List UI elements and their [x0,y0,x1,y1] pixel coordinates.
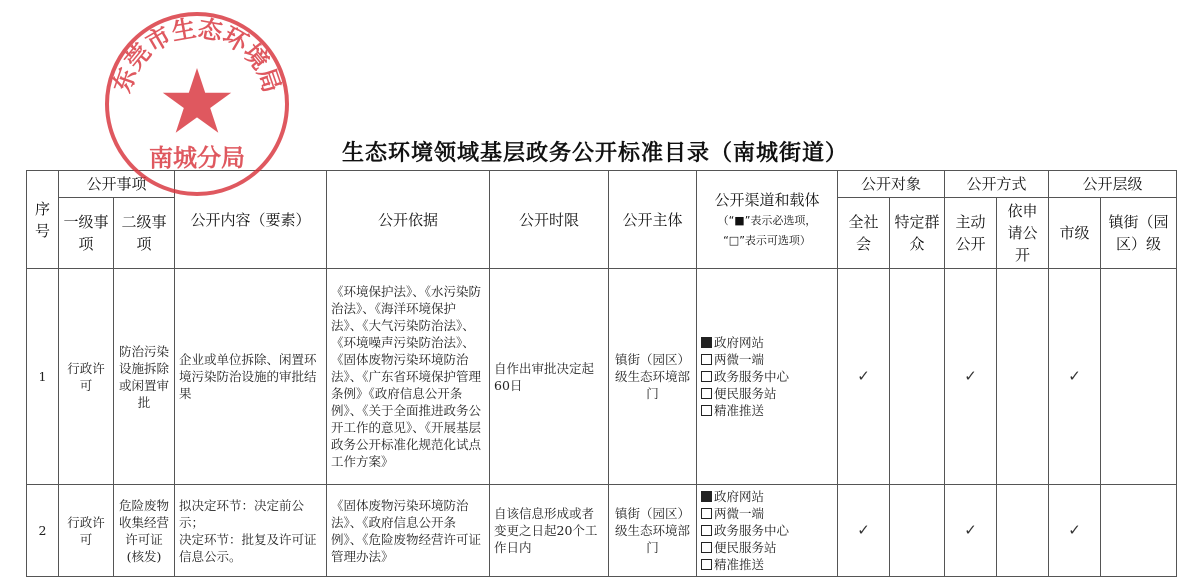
optional-square-icon [701,388,712,399]
optional-square-icon [701,371,712,382]
channel-label: 政府网站 [714,335,765,350]
disclosure-catalog-table [26,170,1177,577]
document-title: 生态环境领域基层政务公开标准目录（南城街道） [341,141,848,166]
optional-square-icon [701,508,712,519]
header-target-all: 全社会 [838,198,890,269]
channel-list [701,488,833,573]
header-channel-legend-optional: “□”表示可选项） [723,233,811,247]
header-level1: 一级事项 [59,198,114,269]
header-channel-title: 公开渠道和载体 [714,190,820,209]
header-basis: 公开依据 [327,171,490,269]
header-channel-legend-required: （“■”表示必选项， [717,213,817,227]
channel-label: 便民服务站 [714,540,777,555]
cell-time-limit: 自作出审批决定起60日 [490,269,609,485]
cell-level1: 行政许可 [59,485,114,577]
required-square-icon [701,491,712,502]
cell-method-active: ✓ [945,269,997,485]
cell-seq: 2 [27,485,59,577]
cell-method-apply [997,485,1049,577]
header-target-specific: 特定群众 [890,198,945,269]
header-method-group: 公开方式 [945,171,1049,198]
cell-level2: 防治污染设施拆除或闲置审批 [114,269,175,485]
cell-level2: 危险废物收集经营许可证(核发) [114,485,175,577]
header-level2: 二级事项 [114,198,175,269]
channel-item [701,351,833,368]
optional-square-icon [701,405,712,416]
channel-item [701,488,833,505]
seal-star-icon [163,68,231,133]
cell-method-apply [997,269,1049,485]
cell-time-limit: 自该信息形成或者变更之日起20个工作日内 [490,485,609,577]
cell-level-city: ✓ [1049,485,1101,577]
header-subject: 公开主体 [609,171,697,269]
cell-seq: 1 [27,269,59,485]
channel-label: 精准推送 [714,557,765,572]
cell-subject: 镇街（园区）级生态环境部门 [609,485,697,577]
table-row [27,269,1177,485]
channel-label: 两微一端 [714,506,765,521]
svg-text:南城分局: 南城分局 [149,143,245,172]
cell-target-specific [890,485,945,577]
optional-square-icon [701,542,712,553]
cell-level-street [1101,485,1177,577]
header-seq: 序号 [27,171,59,269]
optional-square-icon [701,559,712,570]
cell-subject: 镇街（园区）级生态环境部门 [609,269,697,485]
optional-square-icon [701,354,712,365]
header-method-apply: 依申请公开 [997,198,1049,269]
header-content: 公开内容（要素） [175,171,327,269]
channel-list [701,334,833,419]
channel-label: 政府网站 [714,489,765,504]
channel-label: 政务服务中心 [714,523,790,538]
cell-basis: 《固体废物污染环境防治法》、《政府信息公开条例》、《危险废物经营许可证管理办法》 [327,485,490,577]
channel-label: 精准推送 [714,403,765,418]
required-square-icon [701,337,712,348]
channel-item [701,334,833,351]
channel-item [701,368,833,385]
header-level-group: 公开层级 [1049,171,1177,198]
channel-item [701,505,833,522]
table-row [27,485,1177,577]
cell-target-all: ✓ [838,485,890,577]
cell-level1: 行政许可 [59,269,114,485]
cell-channels [697,269,838,485]
cell-content: 企业或单位拆除、闲置环境污染防治设施的审批结果 [175,269,327,485]
channel-item [701,402,833,419]
header-matters-group: 公开事项 [59,171,175,198]
cell-target-all: ✓ [838,269,890,485]
cell-level-street [1101,269,1177,485]
header-level-street: 镇街（园区）级 [1101,198,1177,269]
cell-target-specific [890,269,945,485]
header-target-group: 公开对象 [838,171,945,198]
cell-content: 拟决定环节：决定前公示； 决定环节：批复及许可证信息公示。 [175,485,327,577]
header-level-city: 市级 [1049,198,1101,269]
optional-square-icon [701,525,712,536]
header-time-limit: 公开时限 [490,171,609,269]
header-channel [697,171,838,269]
channel-item [701,556,833,573]
channel-item [701,385,833,402]
svg-text:东莞市生态环境局: 东莞市生态环境局 [107,13,287,97]
channel-label: 便民服务站 [714,386,777,401]
channel-label: 两微一端 [714,352,765,367]
header-method-active: 主动公开 [945,198,997,269]
cell-basis: 《环境保护法》、《水污染防治法》、《海洋环境保护法》、《大气污染防治法》、《环境噪声污染防治法》、《固体废物污染环境防治法》、《广东省环境保护管理条例》《政府信息公开条例》、《关于全面推进政务公开工作的意见》、《开展基层政务公开标准化规范化试点工作方案》 [327,269,490,485]
channel-item [701,522,833,539]
channel-item [701,539,833,556]
cell-channels [697,485,838,577]
cell-level-city: ✓ [1049,269,1101,485]
cell-method-active: ✓ [945,485,997,577]
channel-label: 政务服务中心 [714,369,790,384]
